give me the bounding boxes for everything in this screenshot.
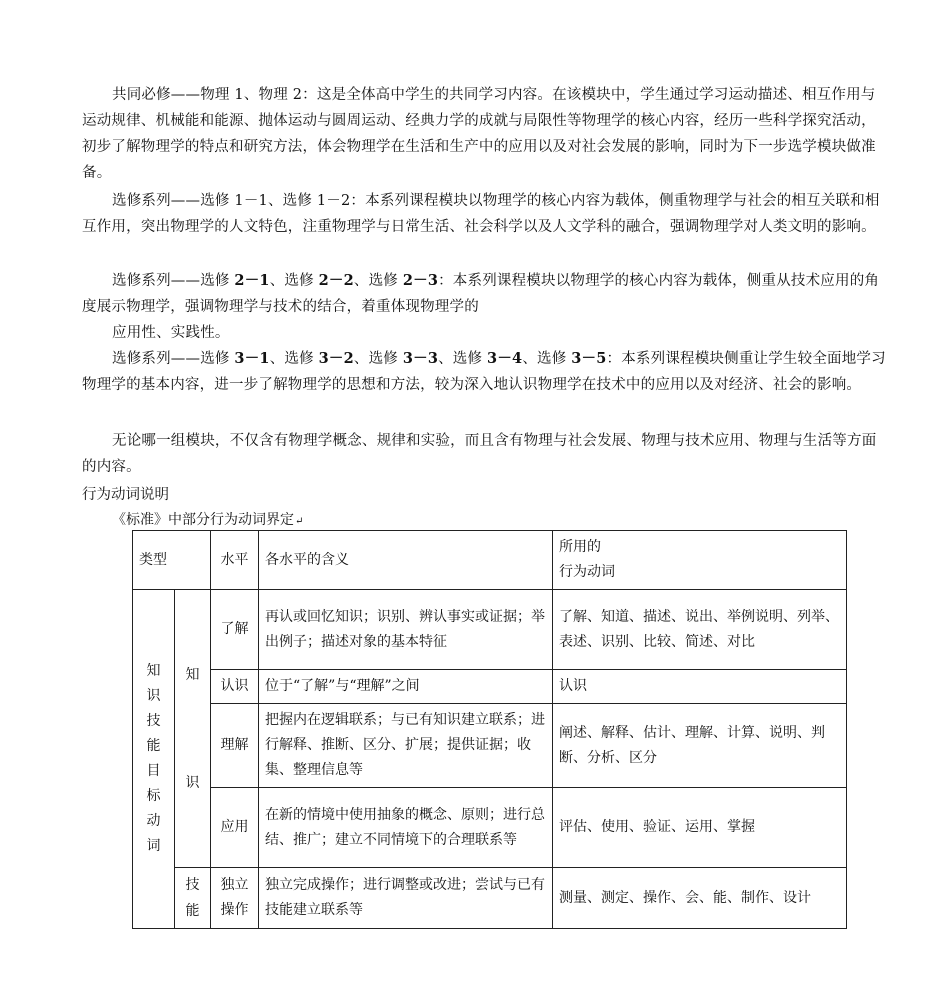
- verbs-cell: 评估、使用、验证、运用、掌握: [553, 788, 847, 868]
- table-row: [133, 868, 847, 929]
- header-type: 类型: [133, 531, 211, 590]
- level-cell: 了解: [211, 590, 259, 670]
- level-cell: 应用: [211, 788, 259, 868]
- table-row: [133, 670, 847, 704]
- paragraph-summary: 无论哪一组模块，不仅含有物理学概念、规律和实验，而且含有物理与社会发展、物理与技术应用、物理与生活等方面的内容。: [82, 433, 877, 475]
- paragraph-elective-3: 选修系列——选修 3－1、选修 3－2、选修 3－3、选修 3－4、选修 3－5：本系列课程模块侧重让学生较全面地学习物理学的基本内容，进一步了解物理学的思想和方法，较为深入地认识物理学在技术中的应用以及对经济、社会的影响。: [82, 350, 886, 393]
- table-row: [133, 788, 847, 868]
- verb-definition-table: [132, 530, 847, 929]
- header-level: 水平: [211, 531, 259, 590]
- level-cell: 理解: [211, 704, 259, 788]
- subcategory-skill-cell: 技 能: [175, 868, 211, 929]
- meaning-cell: 独立完成操作；进行调整或改进；尝试与已有技能建立联系等: [259, 868, 553, 929]
- return-mark-icon: ↵: [295, 516, 304, 527]
- paragraph-elective-1: 选修系列——选修 1－1、选修 1－2：本系列课程模块以物理学的核心内容为载体，侧重物理学与社会的相互关联和相互作用，突出物理学的人文特色，注重物理学与日常生活、社会科学以及人文学科的融合，强调物理学对人类文明的影响。: [82, 193, 880, 235]
- meaning-cell: 位于“了解”与“理解”之间: [259, 670, 553, 704]
- header-verbs: 所用的 行为动词: [553, 531, 847, 590]
- table-row: [133, 590, 847, 670]
- subcategory-knowledge-cell: 知 识: [175, 590, 211, 868]
- meaning-cell: 在新的情境中使用抽象的概念、原则；进行总结、推广；建立不同情境下的合理联系等: [259, 788, 553, 868]
- category-cell: 知 识 技 能 目 标 动 词: [133, 590, 175, 929]
- meaning-cell: 再认或回忆知识；识别、辨认事实或证据；举出例子；描述对象的基本特征: [259, 590, 553, 670]
- paragraph-elective-2: 选修系列——选修 2－1、选修 2－2、选修 2－3：本系列课程模块以物理学的核心内容为载体，侧重从技术应用的角度展示物理学，强调物理学与技术的结合，着重体现物理学的: [82, 272, 880, 315]
- verbs-cell: 认识: [553, 670, 847, 704]
- level-cell: 独立 操作: [211, 868, 259, 929]
- verbs-cell: 阐述、解释、估计、理解、计算、说明、判断、分析、区分: [553, 704, 847, 788]
- verbs-cell: 测量、测定、操作、会、能、制作、设计: [553, 868, 847, 929]
- meaning-cell: 把握内在逻辑联系；与已有知识建立联系；进行解释、推断、区分、扩展；提供证据；收集、整理信息等: [259, 704, 553, 788]
- paragraph-elective-2-tail: 应用性、实践性。: [112, 325, 230, 341]
- level-cell: 认识: [211, 670, 259, 704]
- header-meaning: 各水平的含义: [259, 531, 553, 590]
- paragraph-compulsory: 共同必修——物理 1、物理 2：这是全体高中学生的共同学习内容。在该模块中，学生通过学习运动描述、相互作用与运动规律、机械能和能源、抛体运动与圆周运动、经典力学的成就与局限性等物理学的核心内容，经历一些科学探究活动，初步了解物理学的特点和研究方法，体会物理学在生活和生产中的应用以及对社会发展的影响，同时为下一步选学模块做准备。: [82, 87, 876, 181]
- table-row: [133, 704, 847, 788]
- table-caption: 《标准》中部分行为动词界定↵: [112, 512, 304, 528]
- section-title: 行为动词说明: [82, 487, 169, 503]
- verbs-cell: 了解、知道、描述、说出、举例说明、列举、表述、识别、比较、简述、对比: [553, 590, 847, 670]
- table-header-row: [133, 531, 847, 590]
